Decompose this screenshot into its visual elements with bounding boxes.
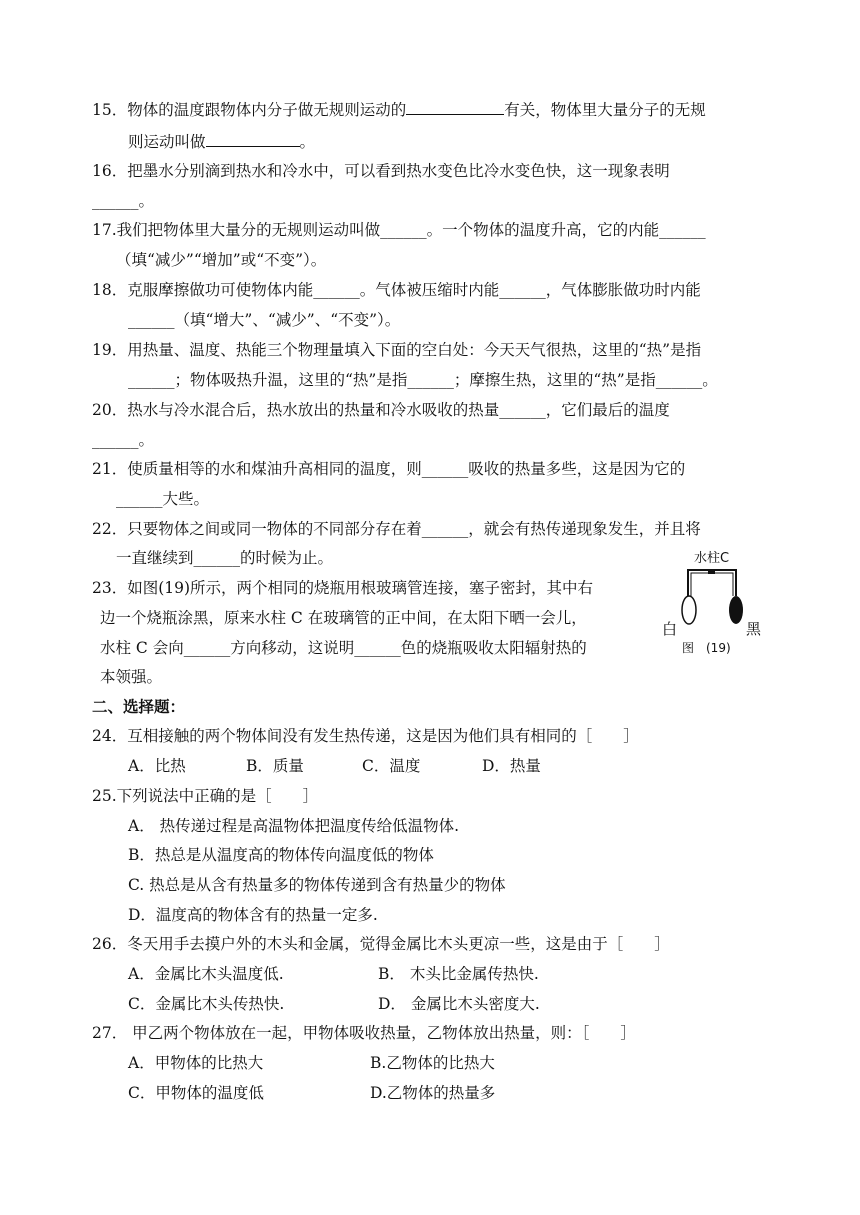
question-20-line-1: 20．热水与冷水混合后，热水放出的热量和冷水吸收的热量______，它们最后的温度 [92, 401, 670, 419]
question-27-option-b: B.乙物体的比热大 [370, 1054, 495, 1072]
question-24-option-b: B．质量 [246, 757, 304, 775]
question-26-option-c: C．金属比木头传热快. [128, 995, 285, 1013]
question-26-option-b: B． 木头比金属传热快. [378, 965, 539, 983]
question-19-line-2: ______；物体吸热升温，这里的“热”是指______；摩擦生热，这里的“热”是指______。 [128, 371, 718, 389]
question-15-text-d: 。 [299, 133, 316, 151]
question-16-line-2: ______。 [92, 192, 155, 210]
question-27-option-c: C．甲物体的温度低 [128, 1084, 264, 1102]
white-flask-icon [682, 596, 696, 624]
figure-caption: 图 (19) [682, 641, 731, 655]
question-18-line-1: 18．克服摩擦做功可使物体内能______。气体被压缩时内能______，气体膨胀做功时内能 [92, 281, 701, 299]
question-21-line-1: 21．使质量相等的水和煤油升高相同的温度，则______吸收的热量多些，这是因为它的 [92, 460, 686, 478]
question-22-line-1: 22．只要物体之间或同一物体的不同部分存在着______，就会有热传递现象发生，并且将 [92, 520, 701, 538]
question-27-stem: 27． 甲乙两个物体放在一起，甲物体吸收热量，乙物体放出热量，则：［ ］ [92, 1024, 636, 1042]
question-23-line-4: 本领强。 [100, 668, 163, 686]
question-15-line-2 [128, 131, 315, 153]
question-16-line-1: 16．把墨水分别滴到热水和冷水中，可以看到热水变色比冷水变色快，这一现象表明 [92, 162, 670, 180]
question-21-line-2: ______大些。 [116, 490, 210, 508]
section-heading: 二、选择题： [92, 697, 186, 716]
question-23-line-1: 23．如图(19)所示，两个相同的烧瓶用根玻璃管连接，塞子密封，其中右 [92, 579, 594, 597]
answer-blank [406, 100, 504, 115]
question-24-option-c: C．温度 [362, 757, 421, 775]
question-26-stem: 26．冬天用手去摸户外的木头和金属，觉得金属比木头更凉一些，这是由于［ ］ [92, 935, 670, 953]
question-22-line-2: 一直继续到______的时候为止。 [116, 549, 334, 567]
question-23-line-2: 边一个烧瓶涂黑，原来水柱 C 在玻璃管的正中间，在太阳下晒一会儿， [100, 609, 587, 627]
question-18-line-2: ______（填“增大”、“减少”、“不变”）。 [128, 311, 401, 329]
question-15-text-c: 则运动叫做 [128, 133, 206, 151]
question-17-line-1: 17.我们把物体里大量分的无规则运动叫做______。一个物体的温度升高，它的内能______ [92, 221, 706, 239]
question-15-text-a: 15．物体的温度跟物体内分子做无规则运动的 [92, 101, 407, 119]
flask-figure [656, 548, 768, 660]
figure-right-label: 黑 [746, 620, 762, 638]
question-20-line-2: ______。 [92, 431, 155, 449]
question-23-line-3: 水柱 C 会向______方向移动，这说明______色的烧瓶吸收太阳辐射热的 [100, 639, 587, 657]
question-25-option-c: C. 热总是从含有热量多的物体传递到含有热量少的物体 [128, 876, 506, 894]
question-19-line-1: 19．用热量、温度、热能三个物理量填入下面的空白处：今天天气很热，这里的“热”是指 [92, 341, 702, 359]
question-17-line-2: （填“减少”“增加”或“不变”）。 [116, 251, 327, 269]
question-24-option-a: A．比热 [128, 757, 186, 775]
water-column-icon [708, 569, 715, 574]
question-26-option-a: A．金属比木头温度低. [128, 965, 284, 983]
question-27-option-d: D.乙物体的热量多 [370, 1084, 496, 1102]
question-15-text-b: 有关，物体里大量分子的无规 [504, 101, 706, 119]
question-26-option-d: D． 金属比木头密度大. [378, 995, 540, 1013]
question-15-line-1 [92, 99, 706, 121]
question-27-option-a: A．甲物体的比热大 [128, 1054, 264, 1072]
answer-blank [206, 132, 300, 147]
figure-top-label: 水柱C [694, 551, 730, 566]
question-24-stem: 24．互相接触的两个物体间没有发生热传递，这是因为他们具有相同的［ ］ [92, 727, 639, 745]
question-24-option-d: D．热量 [482, 757, 541, 775]
figure-left-label: 白 [662, 620, 678, 638]
question-25-option-d: D．温度高的物体含有的热量一定多. [128, 906, 378, 924]
question-25-stem: 25.下列说法中正确的是［ ］ [92, 787, 319, 805]
question-25-option-a: A． 热传递过程是高温物体把温度传给低温物体. [128, 817, 460, 835]
black-flask-icon [729, 596, 743, 624]
question-25-option-b: B．热总是从温度高的物体传向温度低的物体 [128, 846, 434, 864]
